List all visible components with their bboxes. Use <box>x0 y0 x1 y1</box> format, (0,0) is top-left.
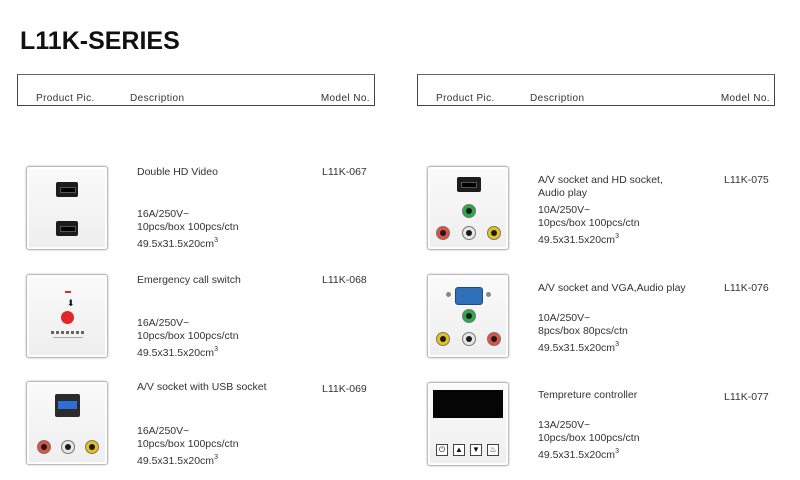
product-model-no: L11K-077 <box>724 391 769 403</box>
spec-cubic-sup: 3 <box>615 341 619 348</box>
page-title: L11K-SERIES <box>20 27 180 55</box>
spec-packing: 10pcs/box 100pcs/ctn <box>538 217 640 229</box>
table-header-left <box>17 74 375 106</box>
spec-packing: 10pcs/box 100pcs/ctn <box>137 438 239 450</box>
rca-white-port-icon <box>61 440 75 454</box>
product-model-no: L11K-075 <box>724 174 769 186</box>
product-model-no: L11K-076 <box>724 282 769 294</box>
spec-packing: 10pcs/box 100pcs/ctn <box>538 432 640 444</box>
emergency-button-icon <box>61 311 74 324</box>
product-image-av-usb <box>26 381 108 465</box>
spec-carton-size: 49.5x31.5x20cm <box>538 449 616 461</box>
product-description: Double HD Video <box>137 166 218 178</box>
spec-rating: 16A/250V~ <box>137 208 190 220</box>
product-model-no: L11K-067 <box>322 166 367 178</box>
header-model-no: Model No. <box>720 93 770 104</box>
product-specs <box>538 312 628 355</box>
rca-green-port-icon <box>462 309 476 323</box>
product-specs <box>137 208 239 251</box>
rca-white-port-icon <box>462 332 476 346</box>
rca-white-port-icon <box>462 226 476 240</box>
rca-yellow-port-icon <box>487 226 501 240</box>
spec-carton-size: 49.5x31.5x20cm <box>137 238 215 250</box>
spec-packing: 10pcs/box 100pcs/ctn <box>137 221 239 233</box>
spec-cubic-sup: 3 <box>214 237 218 244</box>
down-arrow-button-icon: ▼ <box>470 444 482 456</box>
rca-yellow-port-icon <box>85 440 99 454</box>
rca-red-port-icon <box>487 332 501 346</box>
spec-rating: 10A/250V~ <box>538 312 591 324</box>
spec-packing: 8pcs/box 80pcs/ctn <box>538 325 628 337</box>
rca-yellow-port-icon <box>436 332 450 346</box>
product-model-no: L11K-069 <box>322 383 367 395</box>
panel-sublabel-icon <box>53 337 83 338</box>
rca-red-port-icon <box>37 440 51 454</box>
spec-carton-size: 49.5x31.5x20cm <box>538 342 616 354</box>
table-header-right <box>417 74 775 106</box>
screw-icon <box>486 292 491 297</box>
product-description: A/V socket and HD socket, Audio play <box>538 174 663 199</box>
spec-cubic-sup: 3 <box>214 454 218 461</box>
header-description: Description <box>130 93 185 104</box>
product-image-emergency-call <box>26 274 108 358</box>
spec-rating: 16A/250V~ <box>137 425 190 437</box>
rca-red-port-icon <box>436 226 450 240</box>
indicator-dash-icon <box>65 291 71 293</box>
product-model-no: L11K-068 <box>322 274 367 286</box>
power-button-icon: ⏻ <box>436 444 448 456</box>
product-description: Tempreture controller <box>538 389 638 401</box>
up-arrow-button-icon: ▲ <box>453 444 465 456</box>
product-description: A/V socket with USB socket <box>137 381 267 393</box>
spec-cubic-sup: 3 <box>214 346 218 353</box>
header-description: Description <box>530 93 585 104</box>
spec-rating: 16A/250V~ <box>137 317 190 329</box>
heat-mode-button-icon: ♨ <box>487 444 499 456</box>
hdmi-port-icon <box>56 182 78 197</box>
header-product-pic: Product Pic. <box>36 93 95 104</box>
spec-rating: 10A/250V~ <box>538 204 591 216</box>
hdmi-port-icon <box>457 177 481 192</box>
product-image-double-hd <box>26 166 108 250</box>
product-specs <box>137 425 239 468</box>
product-image-av-vga <box>427 274 509 358</box>
product-specs <box>538 204 640 247</box>
spec-cubic-sup: 3 <box>615 233 619 240</box>
panel-label-icon <box>51 331 85 334</box>
spec-packing: 10pcs/box 100pcs/ctn <box>137 330 239 342</box>
spec-carton-size: 49.5x31.5x20cm <box>137 347 215 359</box>
spec-cubic-sup: 3 <box>615 448 619 455</box>
rca-green-port-icon <box>462 204 476 218</box>
spec-rating: 13A/250V~ <box>538 419 591 431</box>
header-model-no: Model No. <box>320 93 370 104</box>
product-specs <box>538 419 640 462</box>
product-image-av-hd <box>427 166 509 250</box>
product-image-temperature-controller <box>427 382 509 466</box>
spec-carton-size: 49.5x31.5x20cm <box>137 455 215 467</box>
lcd-display-icon <box>433 390 503 418</box>
usb-port-icon <box>55 394 80 417</box>
spec-carton-size: 49.5x31.5x20cm <box>538 234 616 246</box>
product-specs <box>137 317 239 360</box>
hdmi-port-icon <box>56 221 78 236</box>
product-description: Emergency call switch <box>137 274 241 286</box>
product-description: A/V socket and VGA,Audio play <box>538 282 686 294</box>
arrow-down-icon: ⬇ <box>67 298 75 308</box>
screw-icon <box>446 292 451 297</box>
header-product-pic: Product Pic. <box>436 93 495 104</box>
vga-port-icon <box>455 287 483 305</box>
